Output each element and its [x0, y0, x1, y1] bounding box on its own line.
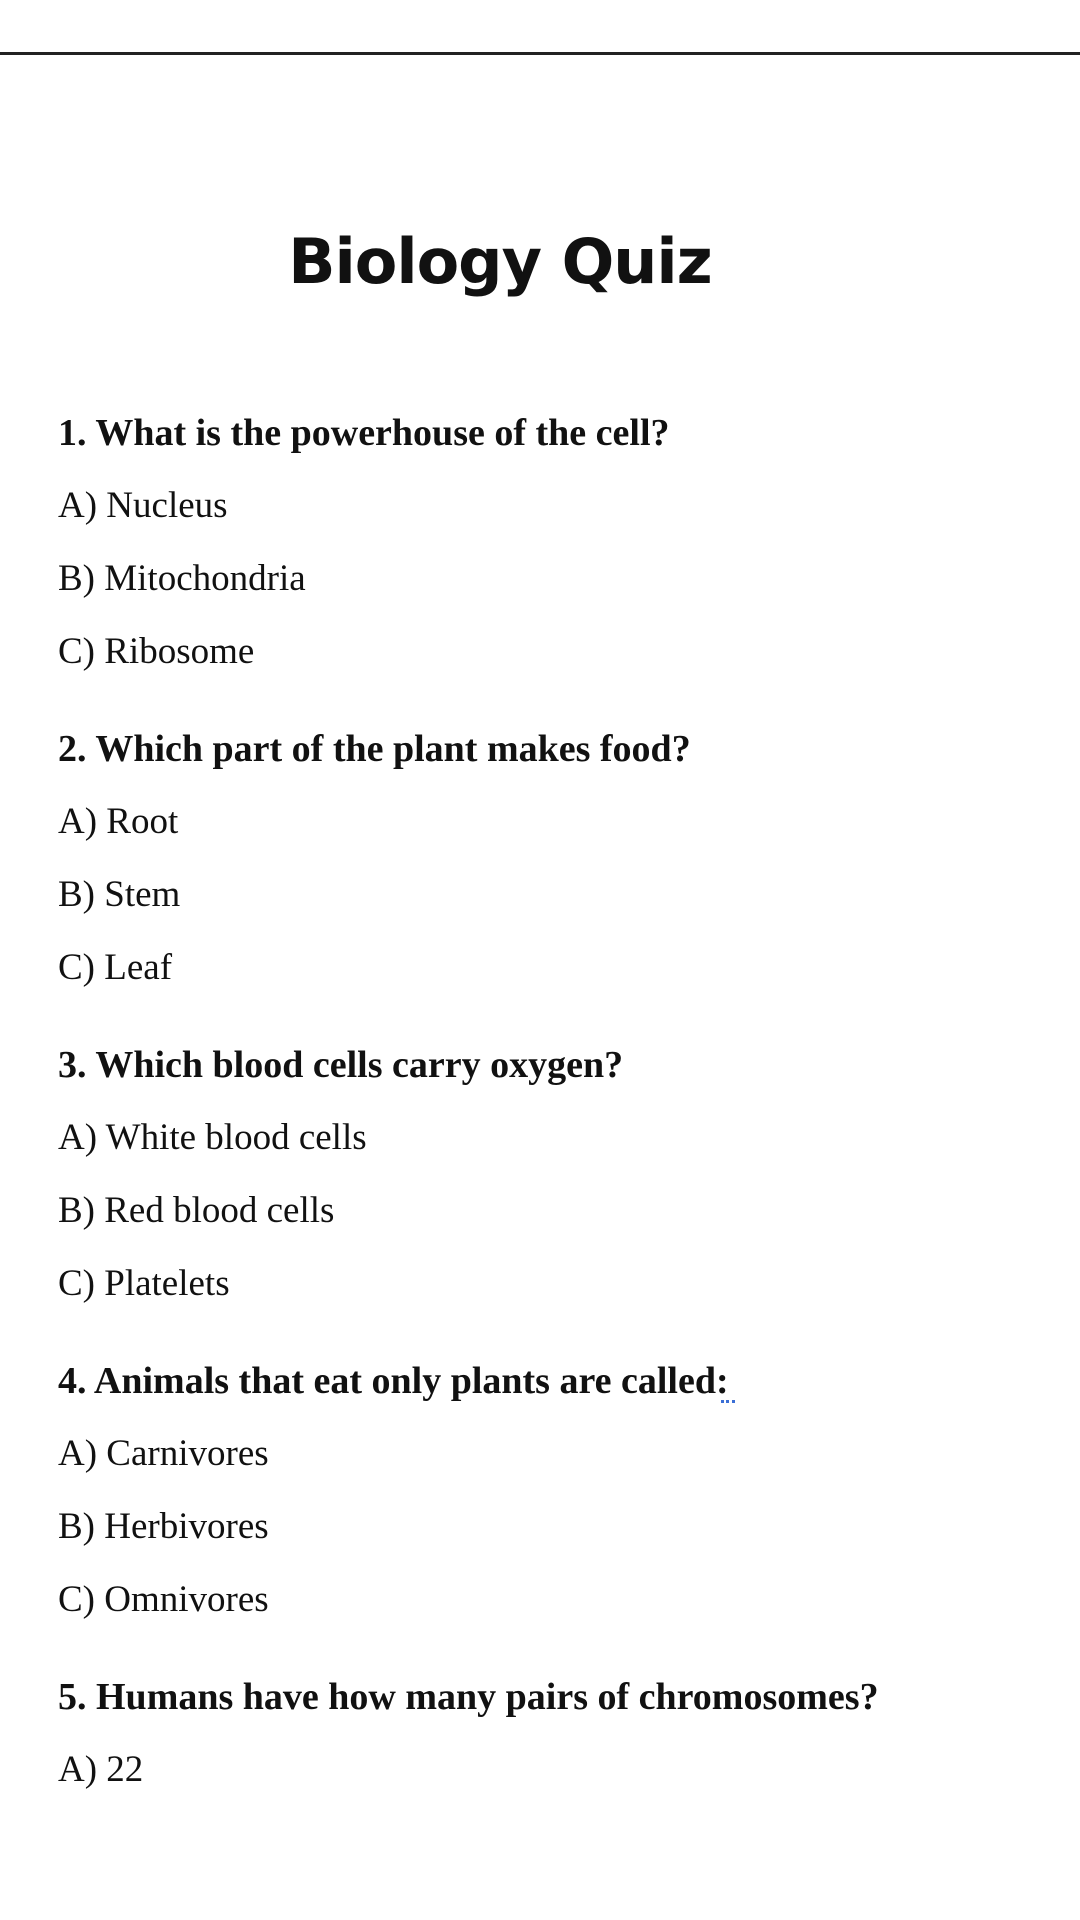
question-prompt: What is the powerhouse of the cell?: [95, 412, 670, 454]
question-number: 1.: [58, 412, 87, 454]
option-letter: A): [58, 801, 98, 842]
question-text: [58, 724, 1058, 774]
option-letter: C): [58, 631, 95, 672]
option-text: Carnivores: [106, 1433, 269, 1474]
option-text: Ribosome: [104, 631, 255, 672]
answer-option: [58, 1259, 1058, 1309]
option-letter: C): [58, 1263, 95, 1304]
answer-option: [58, 627, 1058, 677]
answer-option: [58, 797, 1058, 847]
question-number: 5.: [58, 1676, 87, 1718]
answer-option: [58, 1502, 1058, 1552]
question-prompt: Animals that eat only plants are called:: [93, 1360, 729, 1402]
question-2: [58, 724, 1058, 993]
option-text: Mitochondria: [104, 558, 306, 599]
option-letter: A): [58, 485, 98, 526]
question-text: [58, 1040, 1058, 1090]
option-text: Leaf: [104, 947, 173, 988]
option-letter: A): [58, 1749, 98, 1790]
question-number: 3.: [58, 1044, 87, 1086]
question-4: [58, 1356, 1058, 1625]
document-title: Biology Quiz: [288, 225, 712, 298]
question-5: [58, 1672, 1058, 1795]
answer-option: [58, 1575, 1058, 1625]
answer-option: [58, 943, 1058, 993]
question-text: [58, 1672, 1058, 1722]
question-prompt: Which part of the plant makes food?: [95, 728, 691, 770]
option-letter: C): [58, 947, 95, 988]
question-number: 2.: [58, 728, 87, 770]
option-letter: B): [58, 874, 95, 915]
question-number: 4.: [58, 1360, 87, 1402]
option-text: Stem: [104, 874, 181, 915]
answer-option: [58, 870, 1058, 920]
option-letter: A): [58, 1433, 98, 1474]
question-1: [58, 408, 1058, 677]
quiz-body: [58, 408, 1058, 1842]
option-text: Omnivores: [104, 1579, 269, 1620]
answer-option: [58, 1745, 1058, 1795]
question-3: [58, 1040, 1058, 1309]
option-letter: C): [58, 1579, 95, 1620]
option-letter: A): [58, 1117, 98, 1158]
spellcheck-marker[interactable]: [721, 1394, 735, 1403]
option-text: Herbivores: [104, 1506, 269, 1547]
option-text: Nucleus: [106, 485, 228, 526]
option-letter: B): [58, 1190, 95, 1231]
option-text: 22: [106, 1749, 144, 1790]
question-prompt: Humans have how many pairs of chromosomes?: [96, 1676, 879, 1718]
question-prompt: Which blood cells carry oxygen?: [95, 1044, 624, 1086]
page-top-border: [0, 52, 1080, 55]
question-text: [58, 408, 1058, 458]
answer-option: [58, 1186, 1058, 1236]
answer-option: [58, 481, 1058, 531]
answer-option: [58, 1429, 1058, 1479]
answer-option: [58, 1113, 1058, 1163]
option-text: Root: [106, 801, 179, 842]
option-letter: B): [58, 558, 95, 599]
option-text: Red blood cells: [104, 1190, 335, 1231]
question-text: [58, 1356, 1058, 1406]
option-letter: B): [58, 1506, 95, 1547]
answer-option: [58, 554, 1058, 604]
option-text: White blood cells: [105, 1117, 367, 1158]
option-text: Platelets: [104, 1263, 230, 1304]
